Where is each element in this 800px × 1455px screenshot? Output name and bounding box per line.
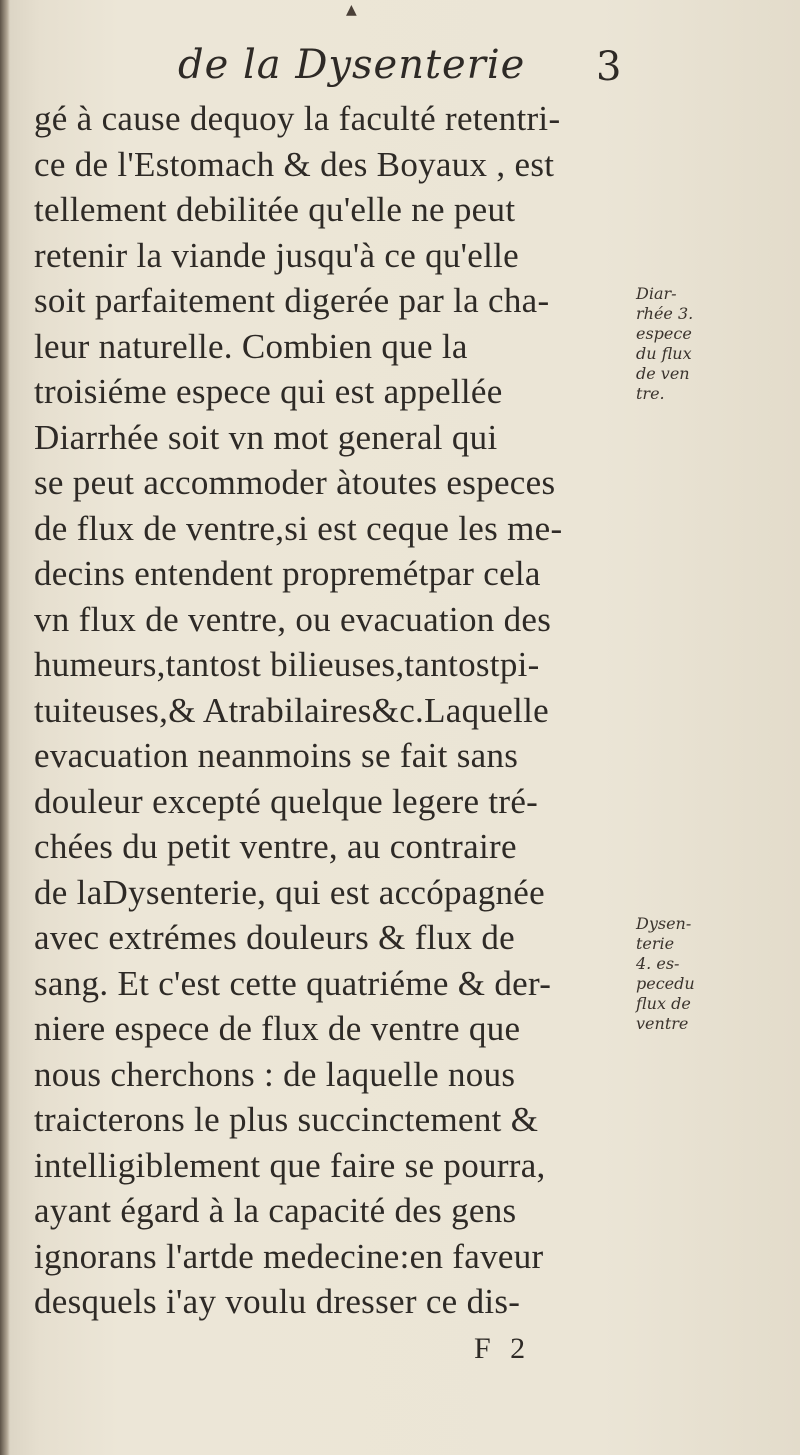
text-line: tuiteuses,& Atrabilaires&c.Laquelle	[34, 690, 549, 730]
running-head: de la Dysenterie	[178, 42, 526, 88]
text-line: de laDysenterie, qui est accópagnée	[34, 872, 545, 912]
text-line: niere espece de flux de ventre que	[34, 1009, 521, 1048]
text-line: se peut accommoder àtoutes especes	[34, 463, 556, 502]
text-line: de flux de ventre,si est ceque les me-	[34, 508, 563, 548]
text-line: leur naturelle. Combien que la	[34, 326, 468, 366]
margin-note-line: du flux	[636, 344, 692, 363]
margin-note-line: rhée 3.	[636, 304, 694, 323]
margin-note-line: tre.	[636, 384, 665, 403]
text-line: desquels i'ay voulu dresser ce dis-	[34, 1282, 521, 1321]
text-line: nous cherchons : de laquelle nous	[34, 1054, 516, 1094]
text-line: evacuation neanmoins se fait sans	[34, 736, 519, 775]
text-line: ce de l'Estomach & des Boyaux , est	[34, 144, 555, 184]
text-line: Diarrhée soit vn mot general qui	[34, 417, 498, 457]
text-line: humeurs,tantost bilieuses,tantostpi-	[34, 645, 540, 684]
margin-note-line: ventre	[636, 1014, 689, 1033]
margin-note-line: 4. es-	[636, 954, 680, 973]
text-line: chées du petit ventre, au contraire	[34, 827, 517, 866]
text-line: vn flux de ventre, ou evacuation des	[34, 599, 552, 639]
text-line: troisiéme espece qui est appellée	[34, 372, 503, 411]
text-line: traicterons le plus succinctement &	[34, 1100, 539, 1139]
text-line: sang. Et c'est cette quatriéme & der-	[34, 963, 552, 1003]
text-line: intelligiblement que faire se pourra,	[34, 1145, 546, 1185]
margin-note-line: Diar-	[636, 284, 677, 303]
margin-note-line: espece	[636, 324, 692, 343]
margin-note-line: pecedu	[636, 974, 695, 993]
signature-mark: F 2	[474, 1332, 532, 1365]
margin-note-line: de ven	[636, 364, 690, 383]
page-number: 3	[596, 44, 622, 90]
text-line: gé à cause dequoy la faculté retentri-	[34, 99, 561, 138]
text-line: retenir la viande jusqu'à ce qu'elle	[34, 235, 520, 275]
text-line: ayant égard à la capacité des gens	[34, 1191, 517, 1230]
margin-note-line: Dysen-	[636, 914, 692, 933]
printer-mark: ▲	[346, 2, 357, 18]
margin-note-diarrhee	[636, 284, 746, 404]
text-line: decins entendent propremétpar cela	[34, 554, 541, 593]
text-line: soit parfaitement digerée par la cha-	[34, 281, 550, 320]
binding-gutter	[0, 0, 10, 1455]
text-line: ignorans l'artde medecine:en faveur	[34, 1236, 544, 1276]
margin-note-line: terie	[636, 934, 675, 953]
text-line: avec extrémes douleurs & flux de	[34, 918, 515, 957]
text-line: douleur excepté quelque legere tré-	[34, 781, 539, 821]
body-text	[34, 96, 634, 1325]
text-line: tellement debilitée qu'elle ne peut	[34, 190, 516, 229]
margin-note-dysenterie	[636, 914, 746, 1034]
margin-note-line: flux de	[636, 994, 691, 1013]
